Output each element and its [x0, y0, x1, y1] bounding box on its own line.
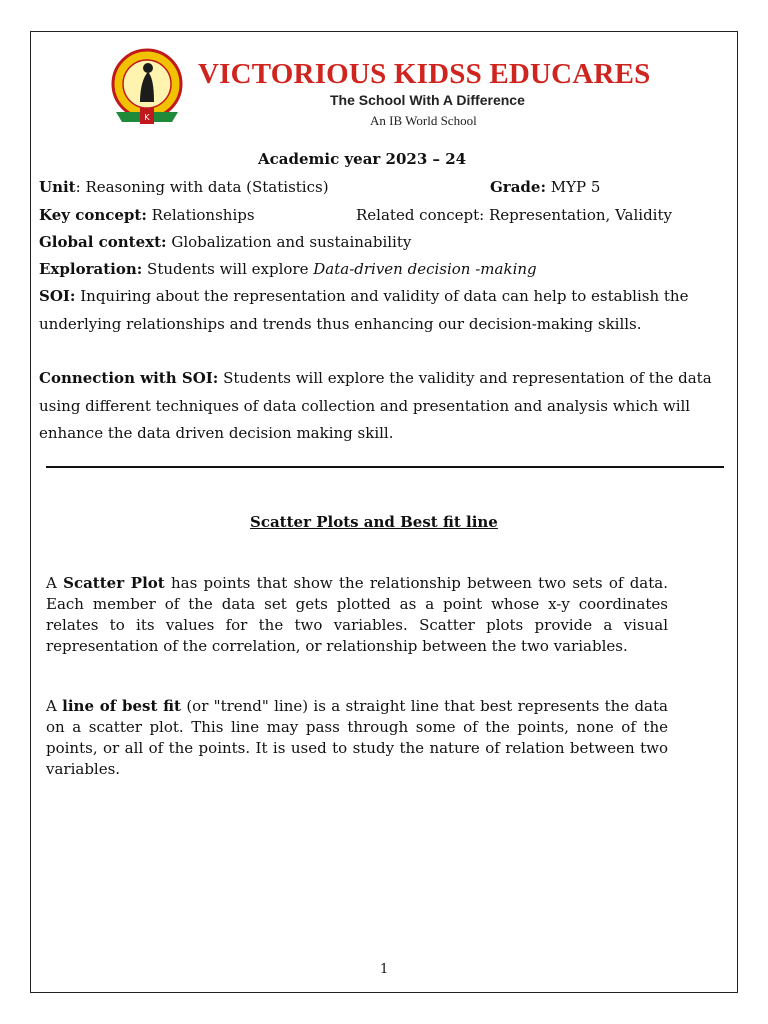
soi-paragraph [39, 283, 719, 338]
page-number: 1 [380, 962, 389, 977]
ib-world-school: An IB World School [370, 113, 477, 128]
related-concept: Related concept: Representation, Validity [356, 206, 672, 224]
scatter-plot-term: Scatter Plot [63, 574, 165, 592]
key-concept-label: Key concept: [39, 206, 147, 224]
scatter-plot-paragraph [46, 573, 668, 657]
soi-label: SOI: [39, 287, 76, 305]
school-tagline: The School With A Difference [330, 92, 525, 108]
exploration-row [39, 260, 537, 278]
global-context-label: Global context: [39, 233, 167, 251]
unit-row [39, 178, 329, 196]
academic-year: Academic year 2023 – 24 [258, 150, 467, 168]
key-concept-value: Relationships [151, 206, 255, 224]
exploration-label: Exploration: [39, 260, 143, 278]
key-concept-row [39, 206, 255, 224]
section-title: Scatter Plots and Best fit line [250, 513, 498, 531]
school-name: VICTORIOUS KIDSS EDUCARES [198, 58, 651, 90]
grade-label: Grade: [490, 178, 547, 196]
global-context-value: Globalization and sustainability [171, 233, 412, 251]
connection-paragraph [39, 365, 719, 448]
p2-text: (or "trend" line) is a straight line that best represents the data on a scatter plot. This line may pass through some of the points, none of the points, or all of the points. It is used to study the nature of relation between two variables. [46, 697, 668, 778]
school-logo [104, 46, 190, 134]
unit-value: : Reasoning with data (Statistics) [75, 178, 329, 196]
global-context-row [39, 233, 411, 251]
exploration-topic: Data-driven decision -making [313, 260, 537, 278]
soi-value: Inquiring about the representation and validity of data can help to establish the underlying relationships and trends thus enhancing our decision-making skills. [39, 287, 689, 333]
best-fit-term: line of best fit [62, 697, 181, 715]
connection-label: Connection with SOI: [39, 369, 219, 387]
horizontal-divider [46, 466, 724, 468]
page-border [30, 31, 738, 993]
p1-text: has points that show the relationship between two sets of data. Each member of the data set gets plotted as a point whose x-y coordinates relates to its values for the two variables. Scatter plots provide a visual representation of the correlation, or relationship between the two variables. [46, 574, 668, 655]
unit-label: Unit [39, 178, 76, 196]
exploration-value: Students will explore [147, 260, 309, 278]
grade-value: MYP 5 [550, 178, 601, 196]
p2-prefix: A [46, 697, 57, 715]
p1-prefix: A [46, 574, 57, 592]
grade-row [490, 178, 600, 196]
connection-value: Students will explore the validity and representation of the data using different techniques of data collection and presentation and analysis which will enhance the data driven decision making skill. [39, 369, 712, 442]
svg-text:K: K [144, 113, 150, 122]
best-fit-paragraph [46, 696, 668, 780]
